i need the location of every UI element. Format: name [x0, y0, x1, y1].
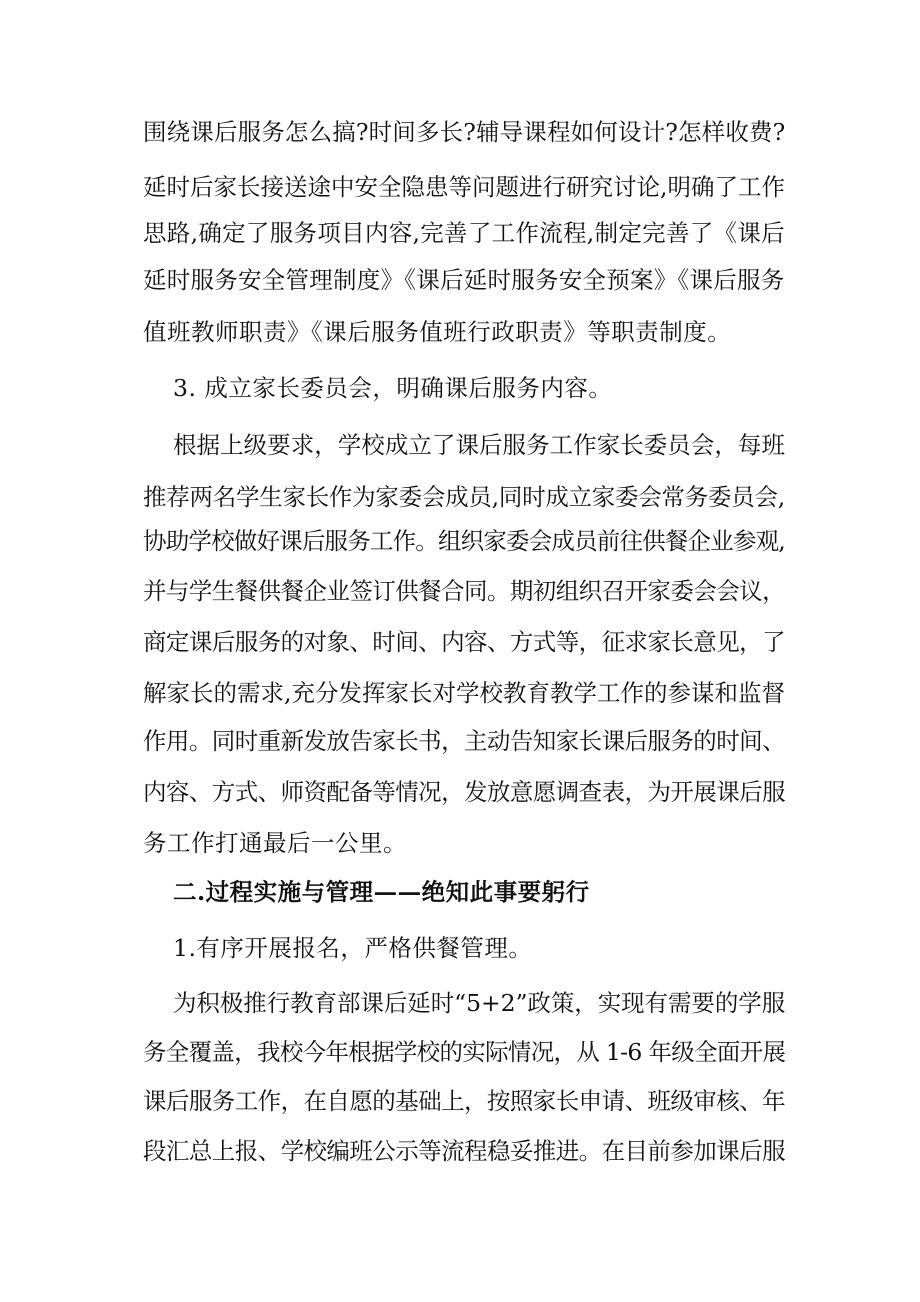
- text-line: 解家长的需求,充分发挥家长对学校教育教学工作的参谋和监督: [143, 679, 785, 707]
- text-line: 务工作打通最后一公里。: [143, 829, 407, 857]
- text-line: 课后服务工作，在自愿的基础上，按照家长申请、班级审核、年: [143, 1087, 785, 1115]
- section-2-heading: 二.过程实施与管理——绝知此事要躬行: [173, 878, 590, 906]
- text-line: 思路,确定了服务项目内容,完善了工作流程,制定完善了《课后: [143, 219, 785, 247]
- text-line: 延时后家长接送途中安全隐患等问题进行研究讨论,明确了工作: [143, 173, 785, 201]
- text-line: 作用。同时重新发放告家长书，主动告知家长课后服务的时间、: [143, 727, 785, 755]
- text-line: 商定课后服务的对象、时间、内容、方式等，征求家长意见，了: [143, 628, 785, 656]
- text-line: 延时服务安全管理制度》《课后延时服务安全预案》《课后服务: [143, 266, 785, 294]
- text-line: 务全覆盖，我校今年根据学校的实际情况，从 1-6 年级全面开展: [143, 1038, 786, 1066]
- text-line: 为积极推行教育部课后延时“5+2”政策，实现有需要的学服: [173, 989, 786, 1017]
- text-line: 段汇总上报、学校编班公示等流程稳妥推进。在目前参加课后服: [143, 1137, 785, 1165]
- text-line: 根据上级要求，学校成立了课后服务工作家长委员会，每班: [173, 431, 785, 459]
- text-line: 协助学校做好课后服务工作。组织家委会成员前往供餐企业参观,: [143, 527, 785, 555]
- text-line: 推荐两名学生家长作为家委会成员,同时成立家委会常务委员会,: [143, 483, 785, 511]
- item-3-heading: 3. 成立家长委员会，明确课后服务内容。: [173, 374, 613, 402]
- text-line: 并与学生餐供餐企业签订供餐合同。期初组织召开家委会会议，: [143, 577, 785, 605]
- text-line: 内容、方式、师资配备等情况，发放意愿调查表，为开展课后服: [143, 778, 785, 806]
- text-line: 值班教师职责》《课后服务值班行政职责》等职责制度。: [143, 318, 732, 346]
- text-line: 围绕课后服务怎么搞?时间多长?辅导课程如何设计?怎样收费?: [143, 118, 786, 146]
- item-1-heading: 1.有序开展报名，严格供餐管理。: [173, 934, 533, 962]
